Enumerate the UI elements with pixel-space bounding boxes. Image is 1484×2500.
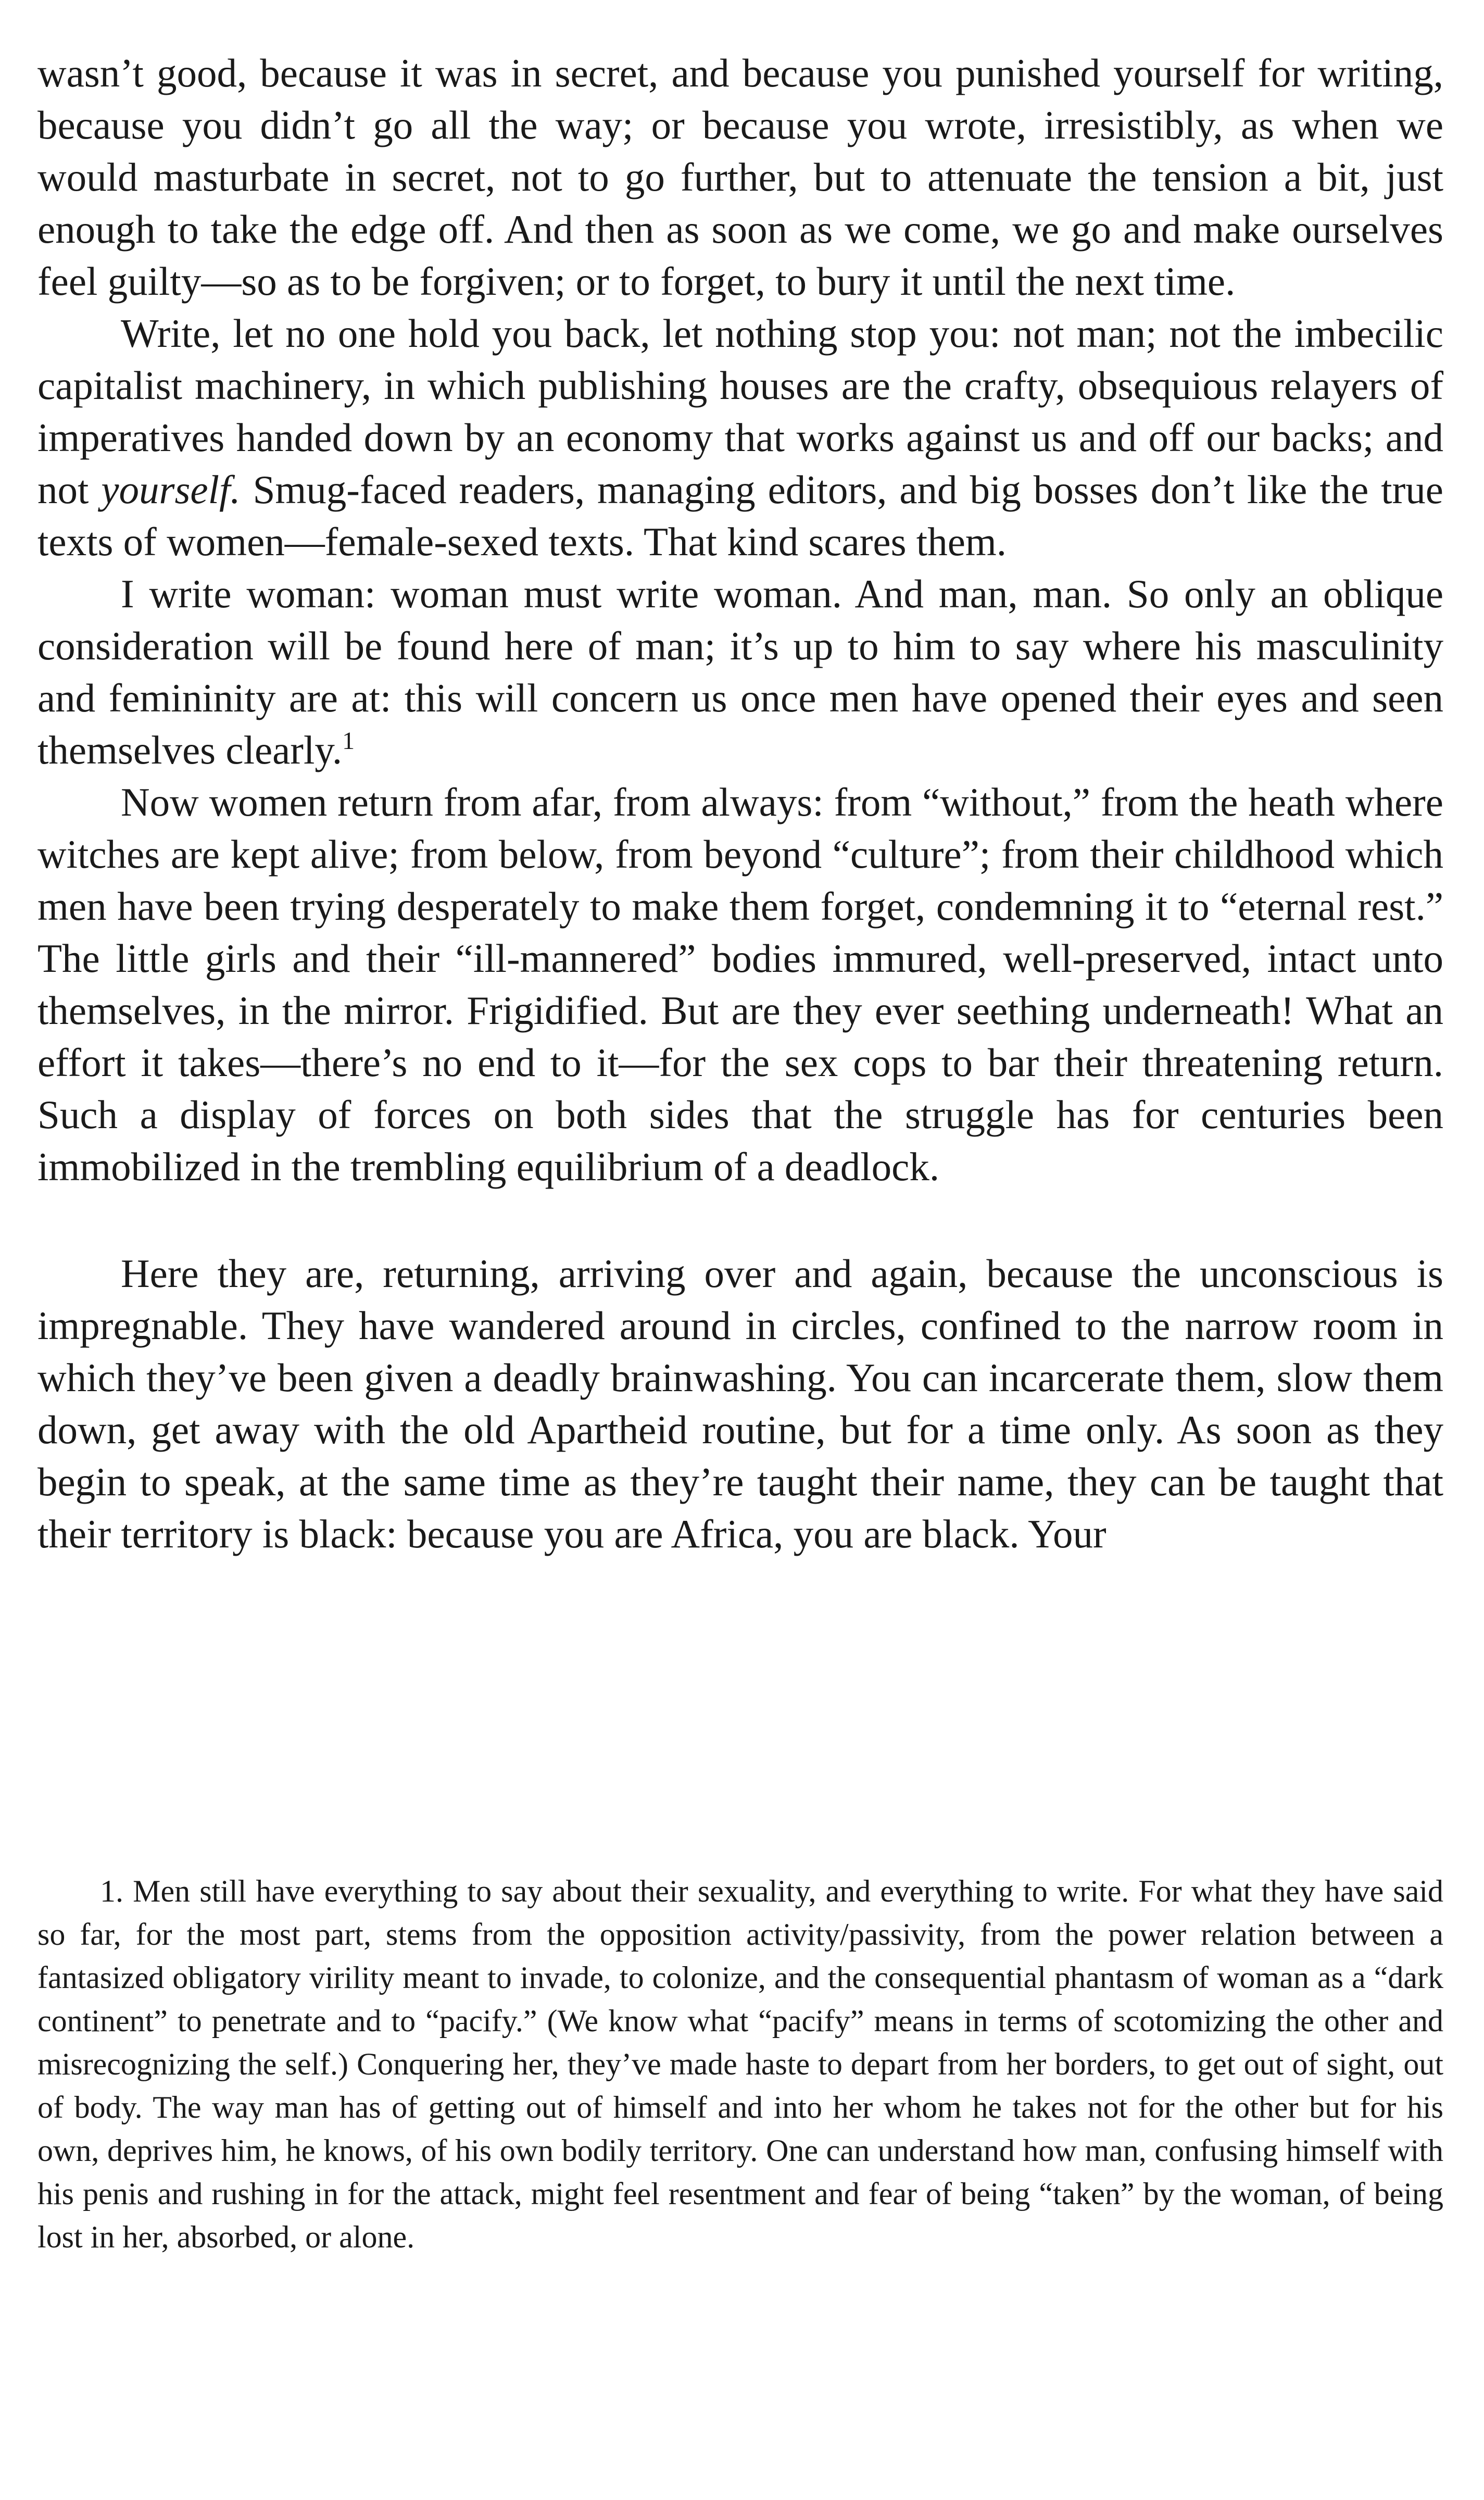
paragraph-2: [37, 307, 1443, 568]
paragraph-2-text: Write, let no one hold you back, let nothing stop you: not man; not the imbecilic capitalist machinery, in which publishing houses are the crafty, obsequious relayers of imperatives handed down by an economy that works against us and off our backs; and not: [37, 311, 1443, 512]
paragraph-2-text-end: Smug-faced readers, managing editors, and big bosses don’t like the true texts of women—female-sexed texts. That kind scares them.: [37, 467, 1443, 564]
paragraph-3: [37, 568, 1443, 776]
emphasis-yourself: yourself.: [101, 467, 241, 512]
section-break: [37, 1193, 1443, 1247]
paragraph-1: wasn’t good, because it was in secret, and because you punished yourself for writing, because you didn’t go all the way; or because you wrote, irresistibly, as when we would masturbate in secret, not to go further, but to attenuate the tension a bit, just enough to take the edge off. And then as soon as we come, we go and make ourselves feel guilty—so as to be forgiven; or to forget, to bury it until the next time.: [37, 51, 1443, 304]
page-edge-mark: [37, 0, 58, 7]
footnotes: [37, 1870, 1443, 2259]
main-text: [37, 47, 1443, 1560]
paragraph-5: Here they are, returning, arriving over and again, because the unconscious is impregnable. They have wandered around in circles, confined to the narrow room in which they’ve been given a deadly brainwashing. You can incarcerate them, slow them down, get away with the old Apartheid routine, but for a time only. As soon as they begin to speak, at the same time as they’re taught their name, they can be taught that their territory is black: because you are Africa, you are black. Your: [37, 1251, 1443, 1556]
paragraph-3-text: I write woman: woman must write woman. And man, man. So only an oblique consideration will be found here of man; it’s up to him to say where his masculinity and femininity are at: this will concern us once men have opened their eyes and seen themselves clearly.: [37, 571, 1443, 772]
paragraph-4: Now women return from afar, from always: from “without,” from the heath where witches are kept alive; from below, from beyond “culture”; from their childhood which men have been trying desperately to make them forget, condemning it to “eternal rest.” The little girls and their “ill-mannered” bodies immured, well-preserved, intact unto themselves, in the mirror. Frigidified. But are they ever seething underneath! What an effort it takes—there’s no end to it—for the sex cops to bar their threatening return. Such a display of forces on both sides that the struggle has for centuries been immobilized in the trembling equilibrium of a deadlock.: [37, 780, 1443, 1189]
footnote-reference-1[interactable]: 1: [342, 727, 355, 755]
footnote-1: 1. Men still have everything to say about their sexuality, and everything to write. For what they have said so far, for the most part, stems from the opposition activity/passivity, from the power relation between a fantasized obligatory virility meant to invade, to colonize, and the consequential phantasm of woman as a “dark continent” to penetrate and to “pacify.” (We know what “pacify” means in terms of scotomizing the other and misrecognizing the self.) Conquering her, they’ve made haste to depart from her borders, to get out of sight, out of body. The way man has of getting out of himself and into her whom he takes not for the other but for his own, deprives him, he knows, of his own bodily territory. One can understand how man, confusing himself with his penis and rushing in for the attack, might feel resentment and fear of being “taken” by the woman, of being lost in her, absorbed, or alone.: [37, 1874, 1443, 2254]
